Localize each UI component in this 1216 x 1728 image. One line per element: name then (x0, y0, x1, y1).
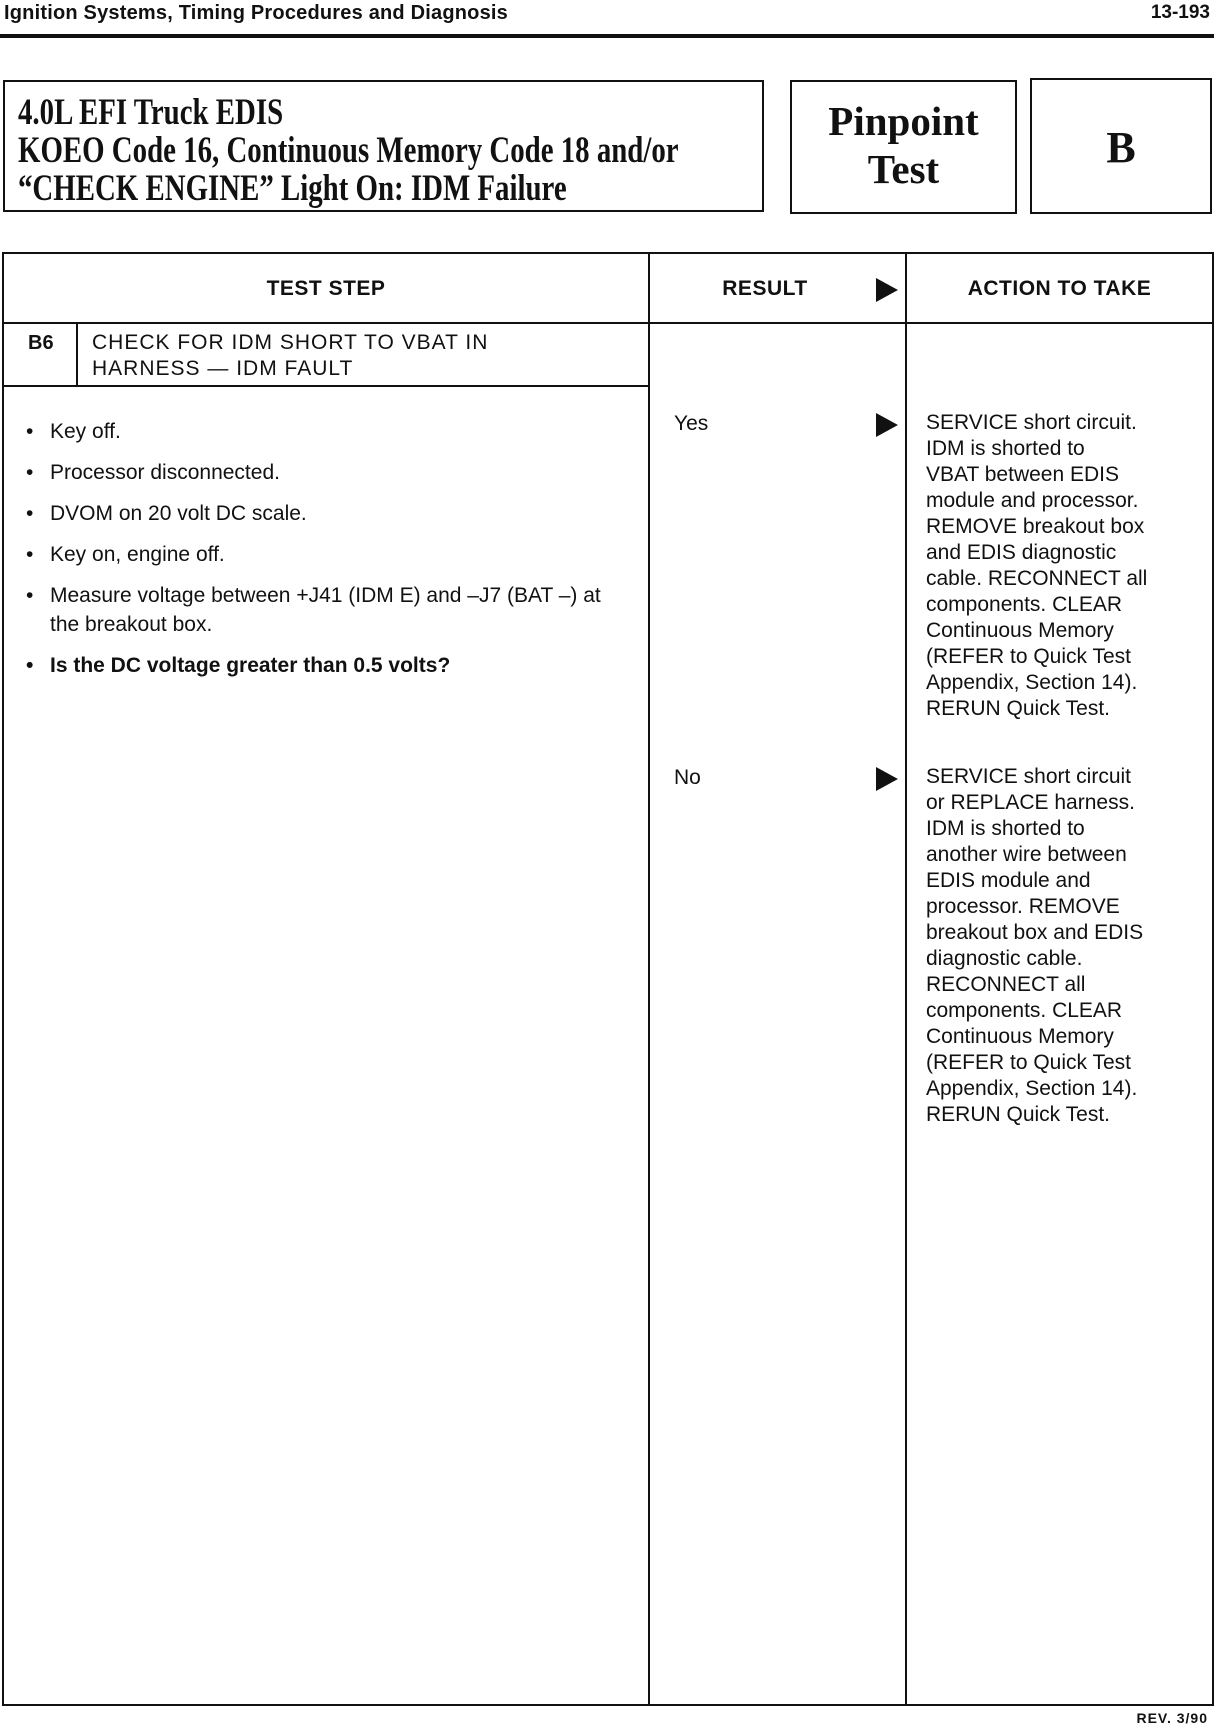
section-title: Ignition Systems, Timing Procedures and Diagnosis (4, 2, 508, 24)
result-yes-arrow-icon (876, 413, 898, 437)
action-yes-text: SERVICE short circuit. IDM is shorted to VBAT between EDIS module and processor. REMOVE breakout box and EDIS diagnostic cable. RECONNECT all components. CLEAR Continuous Memory (REFER to Quick Test Appendix, Section 14). RERUN Quick Test. (926, 411, 1148, 720)
page-number: 13-193 (1150, 2, 1210, 23)
test-letter: B (1106, 123, 1136, 172)
result-yes-label: Yes (674, 412, 709, 435)
instruction-item: • Processor disconnected. (22, 458, 622, 487)
instruction-item: • DVOM on 20 volt DC scale. (22, 499, 622, 528)
step-instructions (22, 417, 622, 692)
test-title-line-1: 4.0L EFI Truck EDIS (18, 92, 284, 133)
instruction-item: • Key on, engine off. (22, 540, 622, 569)
result-arrow-icon (876, 278, 898, 302)
step-title (92, 330, 488, 382)
step-id-divider (76, 322, 78, 385)
instruction-question: • Is the DC voltage greater than 0.5 volts? (22, 651, 622, 680)
revision-label: REV. 3/90 (1136, 1710, 1208, 1726)
column-header-result: RESULT (722, 277, 808, 300)
test-title-line-3: “CHECK ENGINE” Light On: IDM Failure (18, 168, 567, 209)
test-title-box (3, 80, 764, 212)
pinpoint-line-1: Pinpoint (828, 98, 979, 144)
column-divider-result-action (905, 254, 907, 1704)
column-header-action: ACTION TO TAKE (967, 277, 1152, 300)
action-no-text: SERVICE short circuit or REPLACE harness. IDM is shorted to another wire between EDIS module and processor. REMOVE breakout box and EDIS diagnostic cable. RECONNECT all components. CLEAR Continuous Memory (REFER to Quick Test Appendix, Section 14). RERUN Quick Test. (926, 765, 1144, 1126)
instruction-item: • Key off. (22, 417, 622, 446)
test-letter-box (1030, 78, 1212, 214)
test-title-line-2: KOEO Code 16, Continuous Memory Code 18 and/or (18, 130, 679, 171)
column-header-test-step: TEST STEP (266, 277, 386, 300)
pinpoint-test-table (2, 252, 1214, 1706)
test-title (18, 94, 679, 208)
pinpoint-test-label (792, 82, 1015, 193)
header-rule (0, 34, 1214, 38)
column-divider-test-result (648, 254, 650, 1704)
page-header (0, 0, 1216, 44)
pinpoint-line-2: Test (867, 146, 940, 192)
step-id: B6 (28, 332, 54, 354)
pinpoint-test-box (790, 80, 1017, 214)
step-title-divider (4, 385, 648, 387)
result-no-label: No (674, 766, 701, 789)
step-title-line-1: CHECK FOR IDM SHORT TO VBAT IN (92, 331, 489, 354)
step-title-line-2: HARNESS — IDM FAULT (92, 357, 354, 380)
instruction-item: • Measure voltage between +J41 (IDM E) and –J7 (BAT –) at the breakout box. (22, 581, 622, 639)
result-no-arrow-icon (876, 767, 898, 791)
